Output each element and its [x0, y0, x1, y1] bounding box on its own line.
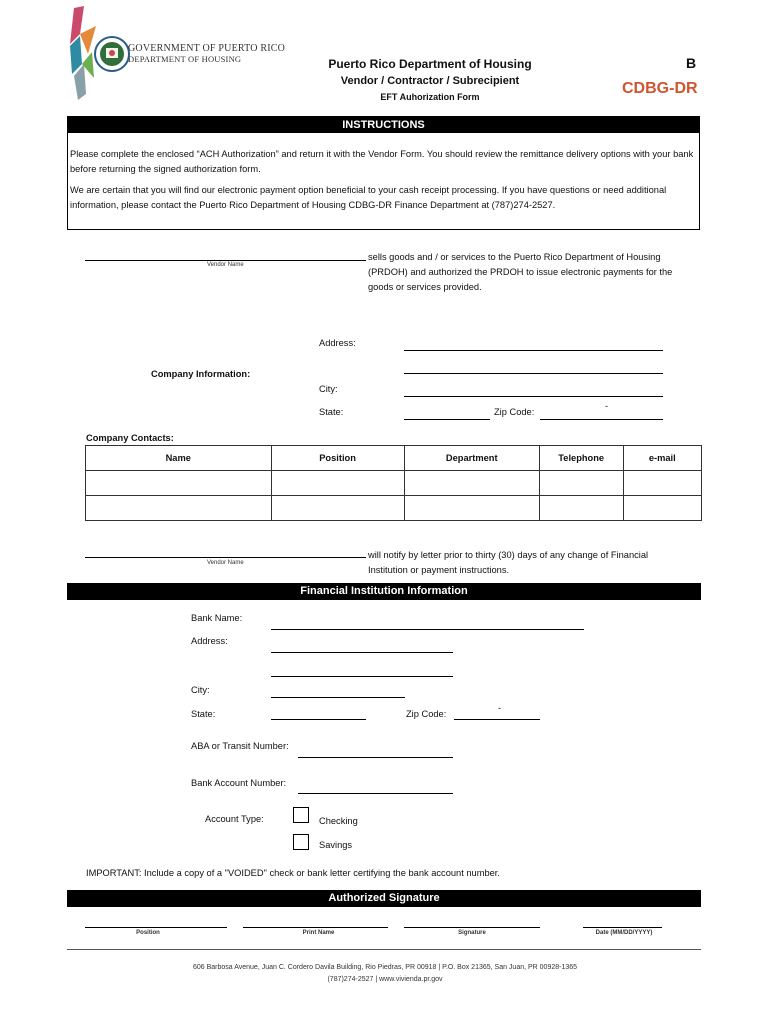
state-label: State:: [319, 407, 344, 417]
table-row: [86, 496, 702, 521]
zip-dash: -: [605, 401, 609, 411]
important-note: IMPORTANT: Include a copy of a "VOIDED" check or bank letter certifying the bank account number.: [86, 868, 500, 878]
city-label: City:: [319, 384, 338, 394]
bank-city-field[interactable]: [271, 697, 405, 698]
vendor-statement-2: will notify by letter prior to thirty (30) days of any change of Financial Institution or payment instructions.: [368, 550, 649, 575]
account-type-label: Account Type:: [205, 814, 264, 824]
checking-label: Checking: [319, 816, 358, 826]
table-row: [86, 471, 702, 496]
form-name: EFT Auhorization Form: [380, 92, 480, 102]
savings-checkbox[interactable]: [293, 834, 309, 850]
contact-department-cell[interactable]: [404, 496, 539, 521]
account-number-field[interactable]: [298, 793, 453, 794]
column-position: Position: [271, 446, 404, 471]
contact-telephone-cell[interactable]: [539, 496, 623, 521]
bank-address-label: Address:: [191, 636, 228, 646]
contacts-table: [85, 445, 702, 521]
contacts-header-row: [86, 446, 702, 471]
bank-city-label: City:: [191, 685, 210, 695]
form-subtitle: Vendor / Contractor / Subrecipient: [340, 75, 520, 87]
signature-field[interactable]: [404, 927, 540, 928]
contact-email-cell[interactable]: [623, 471, 701, 496]
signature-heading: Authorized Signature: [67, 890, 701, 907]
instructions-paragraph-2: We are certain that you will find our electronic payment option beneficial to your cash receipt processing. If you have questions or need additional information, please contact the Puerto Rico Department of Housing CDBG-DR Finance Department at (787)274-2527.: [70, 185, 667, 210]
bank-zip-field[interactable]: [454, 719, 540, 720]
checking-checkbox[interactable]: [293, 807, 309, 823]
bank-state-field[interactable]: [271, 719, 366, 720]
contact-telephone-cell[interactable]: [539, 471, 623, 496]
address-line-2[interactable]: [404, 373, 663, 374]
zip-field[interactable]: [540, 419, 663, 420]
savings-label: Savings: [319, 840, 353, 850]
bank-zip-label: Zip Code:: [406, 709, 447, 719]
zip-label: Zip Code:: [494, 407, 535, 417]
instructions-paragraph-1: Please complete the enclosed “ACH Authorization” and return it with the Vendor Form. You should review the remittance delivery options with your bank before returning the signed authorization form.: [70, 149, 694, 174]
footer-contact: (787)274-2527 | www.vivienda.pr.gov: [327, 976, 443, 983]
position-caption: Position: [136, 930, 160, 936]
column-telephone: Telephone: [539, 446, 623, 471]
vendor-name-caption: Vendor Name: [207, 262, 244, 268]
print-name-caption: Print Name: [302, 930, 335, 936]
vendor-name-field[interactable]: [85, 260, 366, 261]
vendor-statement-1: sells goods and / or services to the Puerto Rico Department of Housing (PRDOH) and authorized the PRDOH to issue electronic payments for the goods or services provided.: [368, 252, 673, 292]
contact-name-cell[interactable]: [86, 471, 272, 496]
column-department: Department: [404, 446, 539, 471]
address-line-1[interactable]: [404, 350, 663, 351]
column-name: Name: [86, 446, 272, 471]
financial-heading: Financial Institution Information: [67, 583, 701, 600]
company-contacts-label: Company Contacts:: [86, 433, 174, 443]
contact-name-cell[interactable]: [86, 496, 272, 521]
bank-name-field[interactable]: [271, 629, 584, 630]
date-caption: Date (MM/DD/YYYY): [595, 930, 653, 936]
footer-divider: [67, 949, 701, 950]
instructions-box: [67, 116, 700, 230]
column-email: e-mail: [623, 446, 701, 471]
state-field[interactable]: [404, 419, 490, 420]
bank-address-line-1[interactable]: [271, 652, 453, 653]
signature-caption: Signature: [458, 930, 486, 936]
vendor-name-field-2[interactable]: [85, 557, 366, 558]
city-field[interactable]: [404, 396, 663, 397]
print-name-field[interactable]: [243, 927, 388, 928]
bank-address-line-2[interactable]: [271, 676, 453, 677]
bank-state-label: State:: [191, 709, 216, 719]
form-title: Puerto Rico Department of Housing: [328, 57, 532, 71]
position-field[interactable]: [85, 927, 227, 928]
government-text-logo: GOVERNMENT OF PUERTO RICO DEPARTMENT OF HOUSING: [128, 43, 286, 64]
bank-name-label: Bank Name:: [191, 613, 243, 623]
contact-position-cell[interactable]: [271, 496, 404, 521]
footer-address: 606 Barbosa Avenue, Juan C. Cordero Davila Building, Rio Piedras, PR 00918 | P.O. Box 21365, San Juan, PR 00928-1365: [192, 964, 578, 971]
contact-position-cell[interactable]: [271, 471, 404, 496]
company-info-label: Company Information:: [151, 369, 251, 379]
instructions-heading: INSTRUCTIONS: [68, 117, 699, 133]
bank-zip-dash: -: [498, 703, 502, 713]
address-label: Address:: [319, 338, 356, 348]
aba-field[interactable]: [298, 757, 453, 758]
vendor-name-caption-2: Vendor Name: [207, 560, 244, 566]
date-field[interactable]: [583, 927, 662, 928]
form-letter: B: [686, 55, 697, 71]
contact-email-cell[interactable]: [623, 496, 701, 521]
government-seal-logo: [66, 4, 136, 100]
account-number-label: Bank Account Number:: [191, 778, 287, 788]
contact-department-cell[interactable]: [404, 471, 539, 496]
program-label: CDBG-DR: [622, 80, 698, 97]
aba-label: ABA or Transit Number:: [191, 741, 289, 751]
